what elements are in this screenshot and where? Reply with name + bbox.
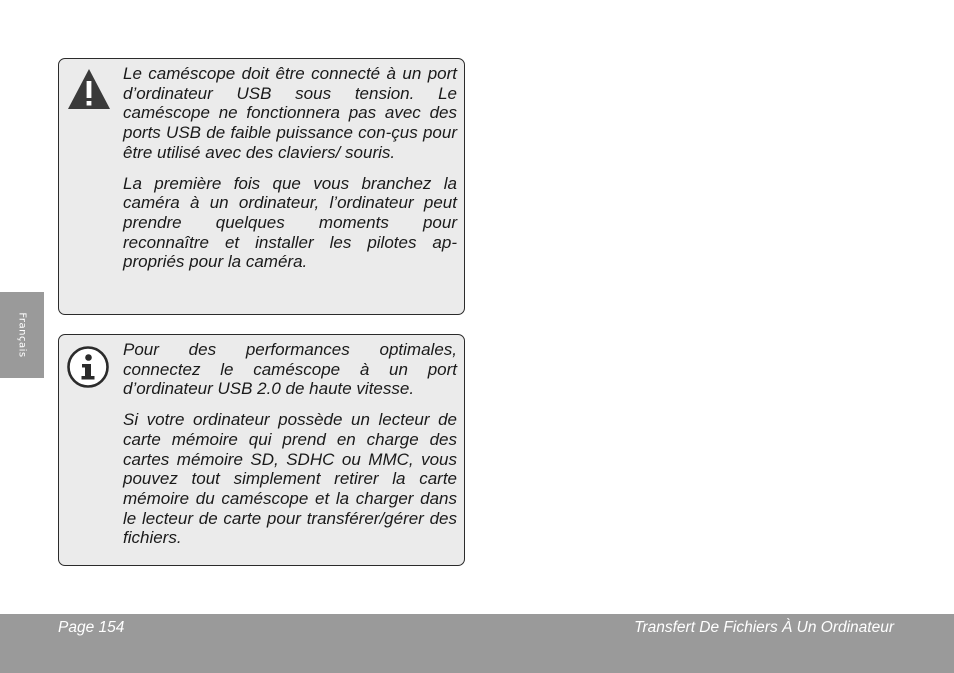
warning-paragraph-2: La première fois que vous branchez la caméra à un ordinateur, l’ordinateur peut prendre quelques moments pour reconnaître et installer les pilotes ap-propriés pour la caméra. — [123, 173, 457, 272]
info-icon — [66, 345, 110, 389]
page-footer — [0, 614, 954, 673]
page-number: Page 154 — [58, 619, 125, 636]
info-note — [58, 334, 465, 566]
warning-paragraph-1: Le caméscope doit être connecté à un port d’ordinateur USB sous tension. Le caméscope ne fonctionnera pas avec des ports USB de faible puissance con-çus pour être utilisé avec des claviers/ souris. — [123, 64, 457, 162]
warning-triangle-icon — [65, 65, 113, 113]
section-title: Transfert De Fichiers À Un Ordinateur — [634, 619, 894, 636]
info-note-text — [123, 340, 457, 548]
info-paragraph-1: Pour des performances optimales, connectez le caméscope à un port d’ordinateur USB 2.0 de haute vitesse. — [123, 340, 457, 399]
warning-note — [58, 58, 465, 315]
language-tab — [0, 292, 44, 378]
warning-note-text — [123, 64, 457, 272]
language-tab-label: Français — [16, 312, 28, 358]
info-paragraph-2: Si votre ordinateur possède un lecteur de carte mémoire qui prend en charge des cartes mémoire SD, SDHC ou MMC, vous pouvez tout simplement retirer la carte mémoire du caméscope et la charger dans le lecteur de carte pour transférer/gérer des fichiers. — [123, 410, 457, 548]
